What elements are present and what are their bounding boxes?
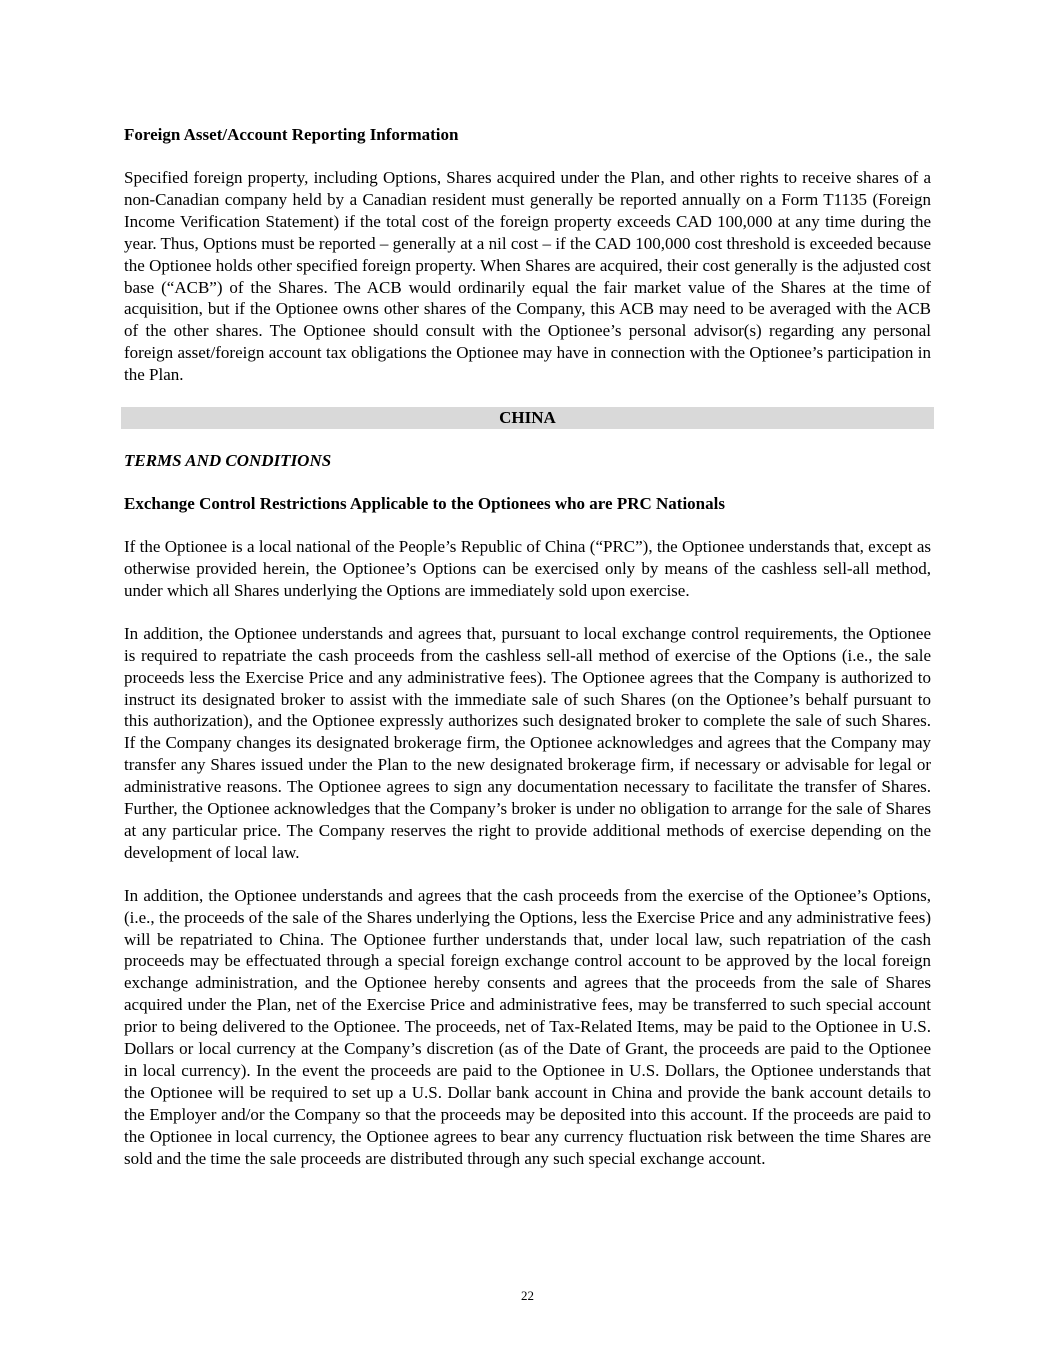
document-page	[124, 124, 931, 1191]
terms-and-conditions-heading: TERMS AND CONDITIONS	[124, 451, 332, 471]
exchange-control-paragraph-3: In addition, the Optionee understands and agrees that the cash proceeds from the exercise of the Optionee’s Options, (i.e., the proceeds of the sale of the Shares underlying the Options, less the Exercise Price and any administrative fees) will be repatriated to China. The Optionee further understands that, under local law, such repatriation of the cash proceeds may be effectuated through a special foreign exchange control account to be approved by the local foreign exchange administration, and the Optionee hereby consents and agrees that the proceeds from the sale of Shares acquired under the Plan, net of the Exercise Price and administrative fees, may be transferred to such special account prior to being delivered to the Optionee. The proceeds, net of Tax-Related Items, may be paid to the Optionee in U.S. Dollars or local currency at the Company’s discretion (as of the Date of Grant, the proceeds are paid to the Optionee in local currency). In the event the proceeds are paid to the Optionee in U.S. Dollars, the Optionee understands that the Optionee will be required to set up a U.S. Dollar bank account in China and provide the bank account details to the Employer and/or the Company so that the proceeds may be deposited into this account. If the proceeds are paid to the Optionee in local currency, the Optionee agrees to bear any currency fluctuation risk between the time Shares are sold and the time the sale proceeds are distributed through any such special exchange account.	[124, 885, 931, 1168]
exchange-control-heading: Exchange Control Restrictions Applicable to the Optionees who are PRC Nationals	[124, 494, 725, 514]
foreign-asset-paragraph: Specified foreign property, including Options, Shares acquired under the Plan, and other rights to receive shares of a non-Canadian company held by a Canadian resident must generally be reported annually on a Form T1135 (Foreign Income Verification Statement) if the total cost of the foreign property exceeds CAD 100,000 at any time during the year. Thus, Options must be reported – generally at a nil cost – if the CAD 100,000 cost threshold is exceeded because the Optionee holds other specified foreign property. When Shares are acquired, their cost generally is the adjusted cost base (“ACB”) of the Shares. The ACB would ordinarily equal the fair market value of the Shares at the time of acquisition, but if the Optionee owns other shares of the Company, this ACB may need to be averaged with the ACB of the other shares. The Optionee should consult with the Optionee’s personal advisor(s) regarding any personal foreign asset/foreign account tax obligations the Optionee may have in connection with the Optionee’s participation in the Plan.	[124, 168, 931, 385]
country-section-bar: CHINA	[121, 407, 934, 429]
exchange-control-paragraph-2: In addition, the Optionee understands and agrees that, pursuant to local exchange control requirements, the Optionee is required to repatriate the cash proceeds from the cashless sell-all method of exercise of the Options (i.e., the sale proceeds less the Exercise Price and any administrative fees). The Optionee agrees that the Company is authorized to instruct its designated broker to assist with the immediate sale of such Shares (on the Optionee’s behalf pursuant to this authorization), and the Optionee expressly authorizes such designated broker to complete the sale of such Shares. If the Company changes its designated brokerage firm, the Optionee acknowledges and agrees that the Company may transfer any Shares issued under the Plan to the new designated brokerage firm, if necessary or advisable for legal or administrative reasons. The Optionee agrees to sign any documentation necessary to facilitate the transfer of Shares. Further, the Optionee acknowledges that the Company’s broker is under no obligation to arrange for the sale of Shares at any particular price. The Company reserves the right to provide additional methods of exercise depending on the development of local law.	[124, 623, 931, 862]
exchange-control-paragraph-1: If the Optionee is a local national of the People’s Republic of China (“PRC”), the Optionee understands that, except as otherwise provided herein, the Optionee’s Options can be exercised only by means of the cashless sell-all method, under which all Shares underlying the Options are immediately sold upon exercise.	[124, 537, 931, 600]
foreign-asset-heading: Foreign Asset/Account Reporting Information	[124, 125, 459, 144]
page-number: 22	[521, 1288, 534, 1303]
